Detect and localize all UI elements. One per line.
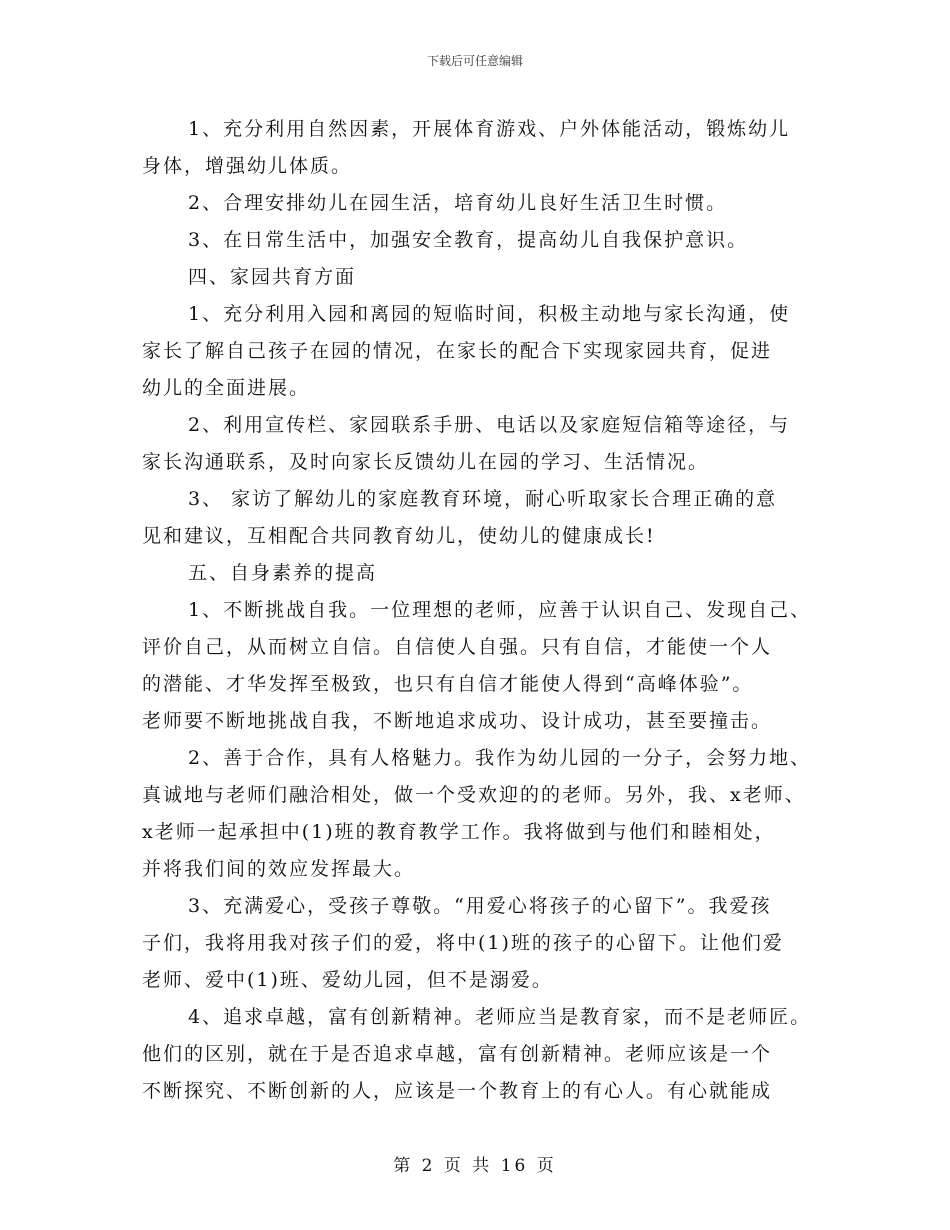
page-number-footer: 第 2 页 共 16 页 — [393, 1156, 557, 1176]
body-line: 见和建议，互相配合共同教育幼儿，使幼儿的健康成长! — [142, 525, 656, 547]
body-line: 幼儿的全面进展。 — [142, 377, 311, 399]
body-line: 2、利用宣传栏、家园联系手册、电话以及家庭短信箱等途径，与 — [188, 414, 791, 436]
body-line: 1、充分利用自然因素，开展体育游戏、户外体能活动，锻炼幼儿 — [188, 118, 791, 140]
body-line: 1、不断挑战自我。一位理想的老师，应善于认识自己、发现自己、 — [188, 599, 812, 621]
section-heading: 五、自身素养的提高 — [188, 562, 378, 584]
body-line: 真诚地与老师们融洽相处，做一个受欢迎的的老师。另外，我、x老师、 — [142, 784, 806, 806]
body-line: 子们，我将用我对孩子们的爱，将中(1)班的孩子的心留下。让他们爱 — [142, 932, 784, 954]
body-line: 的潜能、才华发挥至极致，也只有自信才能使人得到“高峰体验”。 — [142, 673, 754, 695]
body-line: 老师、爱中(1)班、爱幼儿园，但不是溺爱。 — [142, 969, 553, 991]
body-line: 2、合理安排幼儿在园生活，培育幼儿良好生活卫生时惯。 — [188, 192, 728, 214]
page-header: 下载后可任意编辑 — [426, 54, 523, 68]
body-line: 1、充分利用入园和离园的短临时间，积极主动地与家长沟通，使 — [188, 303, 791, 325]
body-line: 不断探究、不断创新的人，应该是一个教育上的有心人。有心就能成 — [142, 1080, 773, 1102]
body-line: 并将我们间的效应发挥最大。 — [142, 858, 416, 880]
body-line: 评价自己，从而树立自信。自信使人自强。只有自信，才能使一个人 — [142, 636, 773, 658]
body-line: 家长沟通联系，及时向家长反馈幼儿在园的学习、生活情况。 — [142, 451, 710, 473]
body-line: 身体，增强幼儿体质。 — [142, 155, 353, 177]
body-line: 3、充满爱心，受孩子尊敬。“用爱心将孩子的心留下”。我爱孩 — [188, 895, 772, 917]
body-line: 3、 家访了解幼儿的家庭教育环境，耐心听取家长合理正确的意 — [188, 488, 778, 510]
body-line: x老师一起承担中(1)班的教育教学工作。我将做到与他们和睦相处， — [142, 821, 776, 843]
body-line: 4、追求卓越，富有创新精神。老师应当是教育家，而不是老师匠。 — [188, 1006, 812, 1028]
body-line: 他们的区别，就在于是否追求卓越，富有创新精神。老师应该是一个 — [142, 1043, 773, 1065]
body-line: 家长了解自己孩子在园的情况，在家长的配合下实现家园共育，促进 — [142, 340, 773, 362]
body-line: 2、善于合作，具有人格魅力。我作为幼儿园的一分子，会努力地、 — [188, 747, 812, 769]
body-line: 老师要不断地挑战自我，不断地追求成功、设计成功，甚至要撞击。 — [142, 710, 773, 732]
section-heading: 四、家园共育方面 — [188, 266, 357, 288]
body-line: 3、在日常生活中，加强安全教育，提高幼儿自我保护意识。 — [188, 229, 749, 251]
